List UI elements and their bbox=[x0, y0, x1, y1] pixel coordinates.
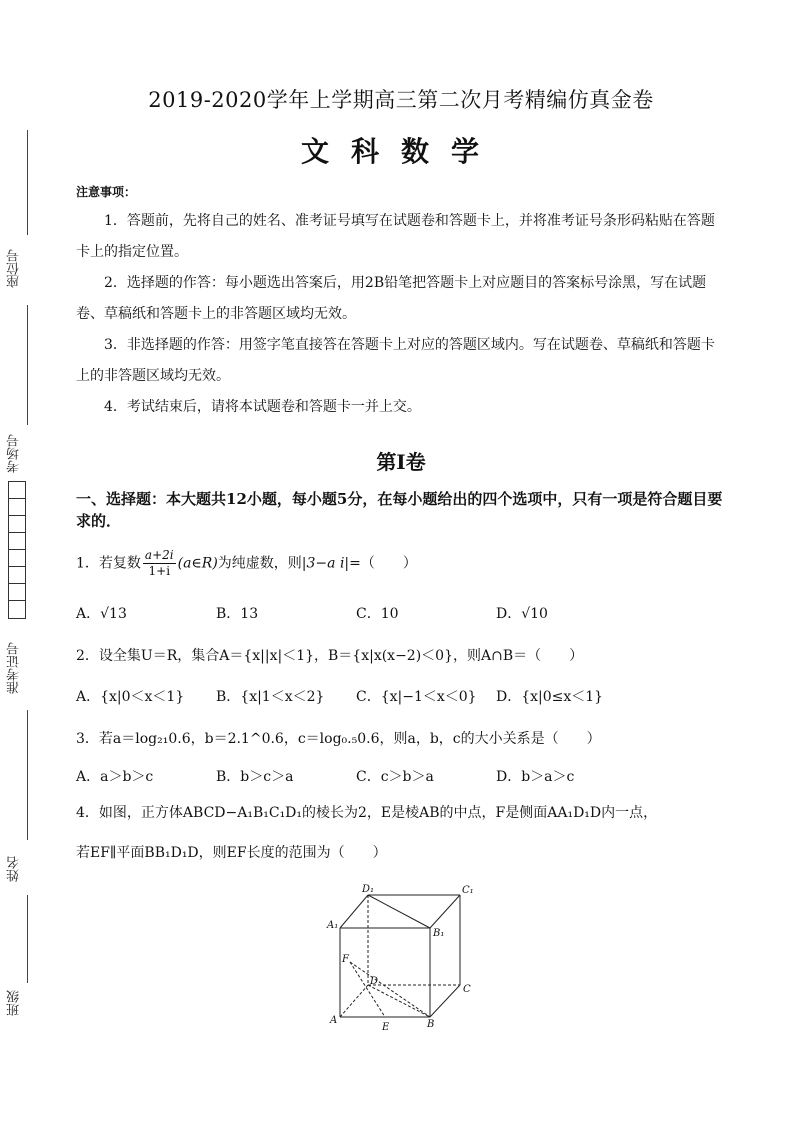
cube-figure bbox=[320, 880, 480, 1040]
exam-title: 2019-2020学年上学期高三第二次月考精编仿真金卷 bbox=[148, 88, 654, 112]
hidden-diagonal-d-b bbox=[368, 985, 430, 1017]
label-a1: A₁ bbox=[327, 920, 339, 931]
question-4-line-2: 若EF∥平面BB₁D₁D，则EF长度的范围为（ ） bbox=[76, 845, 387, 861]
sidebar-line bbox=[27, 895, 28, 983]
label-f: F bbox=[342, 954, 349, 965]
q2-option-b: B．{x|1＜x＜2} bbox=[216, 689, 325, 705]
q1-fraction bbox=[143, 548, 176, 579]
name-label: 姓名 bbox=[7, 856, 22, 882]
q3-option-a: A．a＞b＞c bbox=[76, 769, 154, 785]
exam-room-label: 考场号 bbox=[7, 434, 22, 474]
edge-b-c bbox=[430, 985, 460, 1017]
sidebar-line bbox=[27, 305, 28, 425]
class-label: 班级 bbox=[7, 990, 22, 1016]
diagonal-d1-b1 bbox=[368, 895, 430, 928]
label-c: C bbox=[463, 984, 471, 995]
q1-option-a: A．√13 bbox=[76, 606, 127, 622]
q3-option-b: B．b＞c＞a bbox=[216, 769, 294, 785]
question-1 bbox=[76, 548, 726, 579]
hidden-edge-a-d bbox=[340, 985, 368, 1017]
binding-sidebar bbox=[0, 0, 40, 1123]
q3-option-c: C．c＞b＞a bbox=[356, 769, 434, 785]
label-c1: C₁ bbox=[462, 885, 474, 896]
question-4-line-1: 4．如图，正方体ABCD−A₁B₁C₁D₁的棱长为2，E是棱AB的中点，F是侧面AA₁D₁D内一点， bbox=[76, 805, 658, 821]
q1-prefix: 1．若复数 bbox=[76, 555, 141, 572]
notice-heading: 注意事项： bbox=[76, 185, 137, 199]
q1-numerator: a+2i bbox=[144, 548, 174, 562]
q2-option-d: D．{x|0≤x＜1} bbox=[496, 689, 604, 705]
q1-mid: 为纯虚数，则 bbox=[217, 555, 302, 572]
section-heading: 一、选择题：本大题共12小题，每小题5分，在每小题给出的四个选项中，只有一项是符合题目要求的． bbox=[76, 490, 723, 530]
question-2: 2．设全集U＝R，集合A＝{x||x|＜1}，B＝{x|x(x−2)＜0}，则A∩B＝（ ） bbox=[76, 648, 584, 664]
q1-option-c: C．10 bbox=[356, 606, 399, 622]
q2-option-c: C．{x|−1＜x＜0} bbox=[356, 689, 477, 705]
label-d1: D₁ bbox=[362, 884, 375, 895]
part-title: 第Ⅰ卷 bbox=[376, 450, 426, 474]
admission-number-label: 准考证号 bbox=[7, 642, 22, 694]
label-b1: B₁ bbox=[433, 928, 445, 939]
id-number-grid bbox=[8, 481, 26, 619]
q2-options bbox=[76, 686, 726, 710]
label-e: E bbox=[382, 1022, 390, 1033]
sidebar-line bbox=[27, 710, 28, 840]
seat-number-label: 座位号 bbox=[7, 249, 22, 289]
notice-item: 2．选择题的作答：每小题选出答案后，用2B铅笔把答题卡上对应题目的答案标号涂黑，写在试题卷、草稿纸和答题卡上的非答题区域均无效。 bbox=[76, 275, 707, 322]
label-a: A bbox=[330, 1015, 338, 1026]
q3-option-d: D．b＞a＞c bbox=[496, 769, 575, 785]
q3-options bbox=[76, 766, 726, 790]
segment-f-b bbox=[350, 962, 430, 1017]
q1-blank: （ ） bbox=[360, 555, 417, 572]
edge-b1-c1 bbox=[430, 895, 460, 928]
subject-title: 文科数学 bbox=[300, 135, 501, 168]
label-d: D bbox=[370, 976, 379, 987]
sidebar-line bbox=[27, 130, 28, 235]
label-b: B bbox=[427, 1019, 435, 1030]
edge-a1-d1 bbox=[340, 895, 368, 928]
notice-item: 4．考试结束后，请将本试题卷和答题卡一并上交。 bbox=[104, 399, 421, 415]
q1-expression: |3−a i|= bbox=[301, 555, 361, 572]
q2-option-a: A．{x|0＜x＜1} bbox=[76, 689, 185, 705]
q1-options bbox=[76, 603, 726, 627]
notice-item: 1．答题前，先将自己的姓名、准考证号填写在试题卷和答题卡上，并将准考证号条形码粘贴在答题卡上的指定位置。 bbox=[76, 213, 715, 260]
q1-denominator: 1+i bbox=[148, 564, 171, 578]
notice-item: 3．非选择题的作答：用签字笔直接答在答题卡上对应的答题区域内。写在试题卷、草稿纸和答题卡上的非答题区域均无效。 bbox=[76, 337, 715, 384]
question-3: 3．若a＝log₂₁0.6，b＝2.1^0.6，c＝log₀.₅0.6，则a，b，c的大小关系是（ ） bbox=[76, 731, 601, 747]
q1-condition: (a∈R) bbox=[177, 555, 218, 572]
q1-option-b: B．13 bbox=[216, 606, 259, 622]
q1-option-d: D．√10 bbox=[496, 606, 548, 622]
